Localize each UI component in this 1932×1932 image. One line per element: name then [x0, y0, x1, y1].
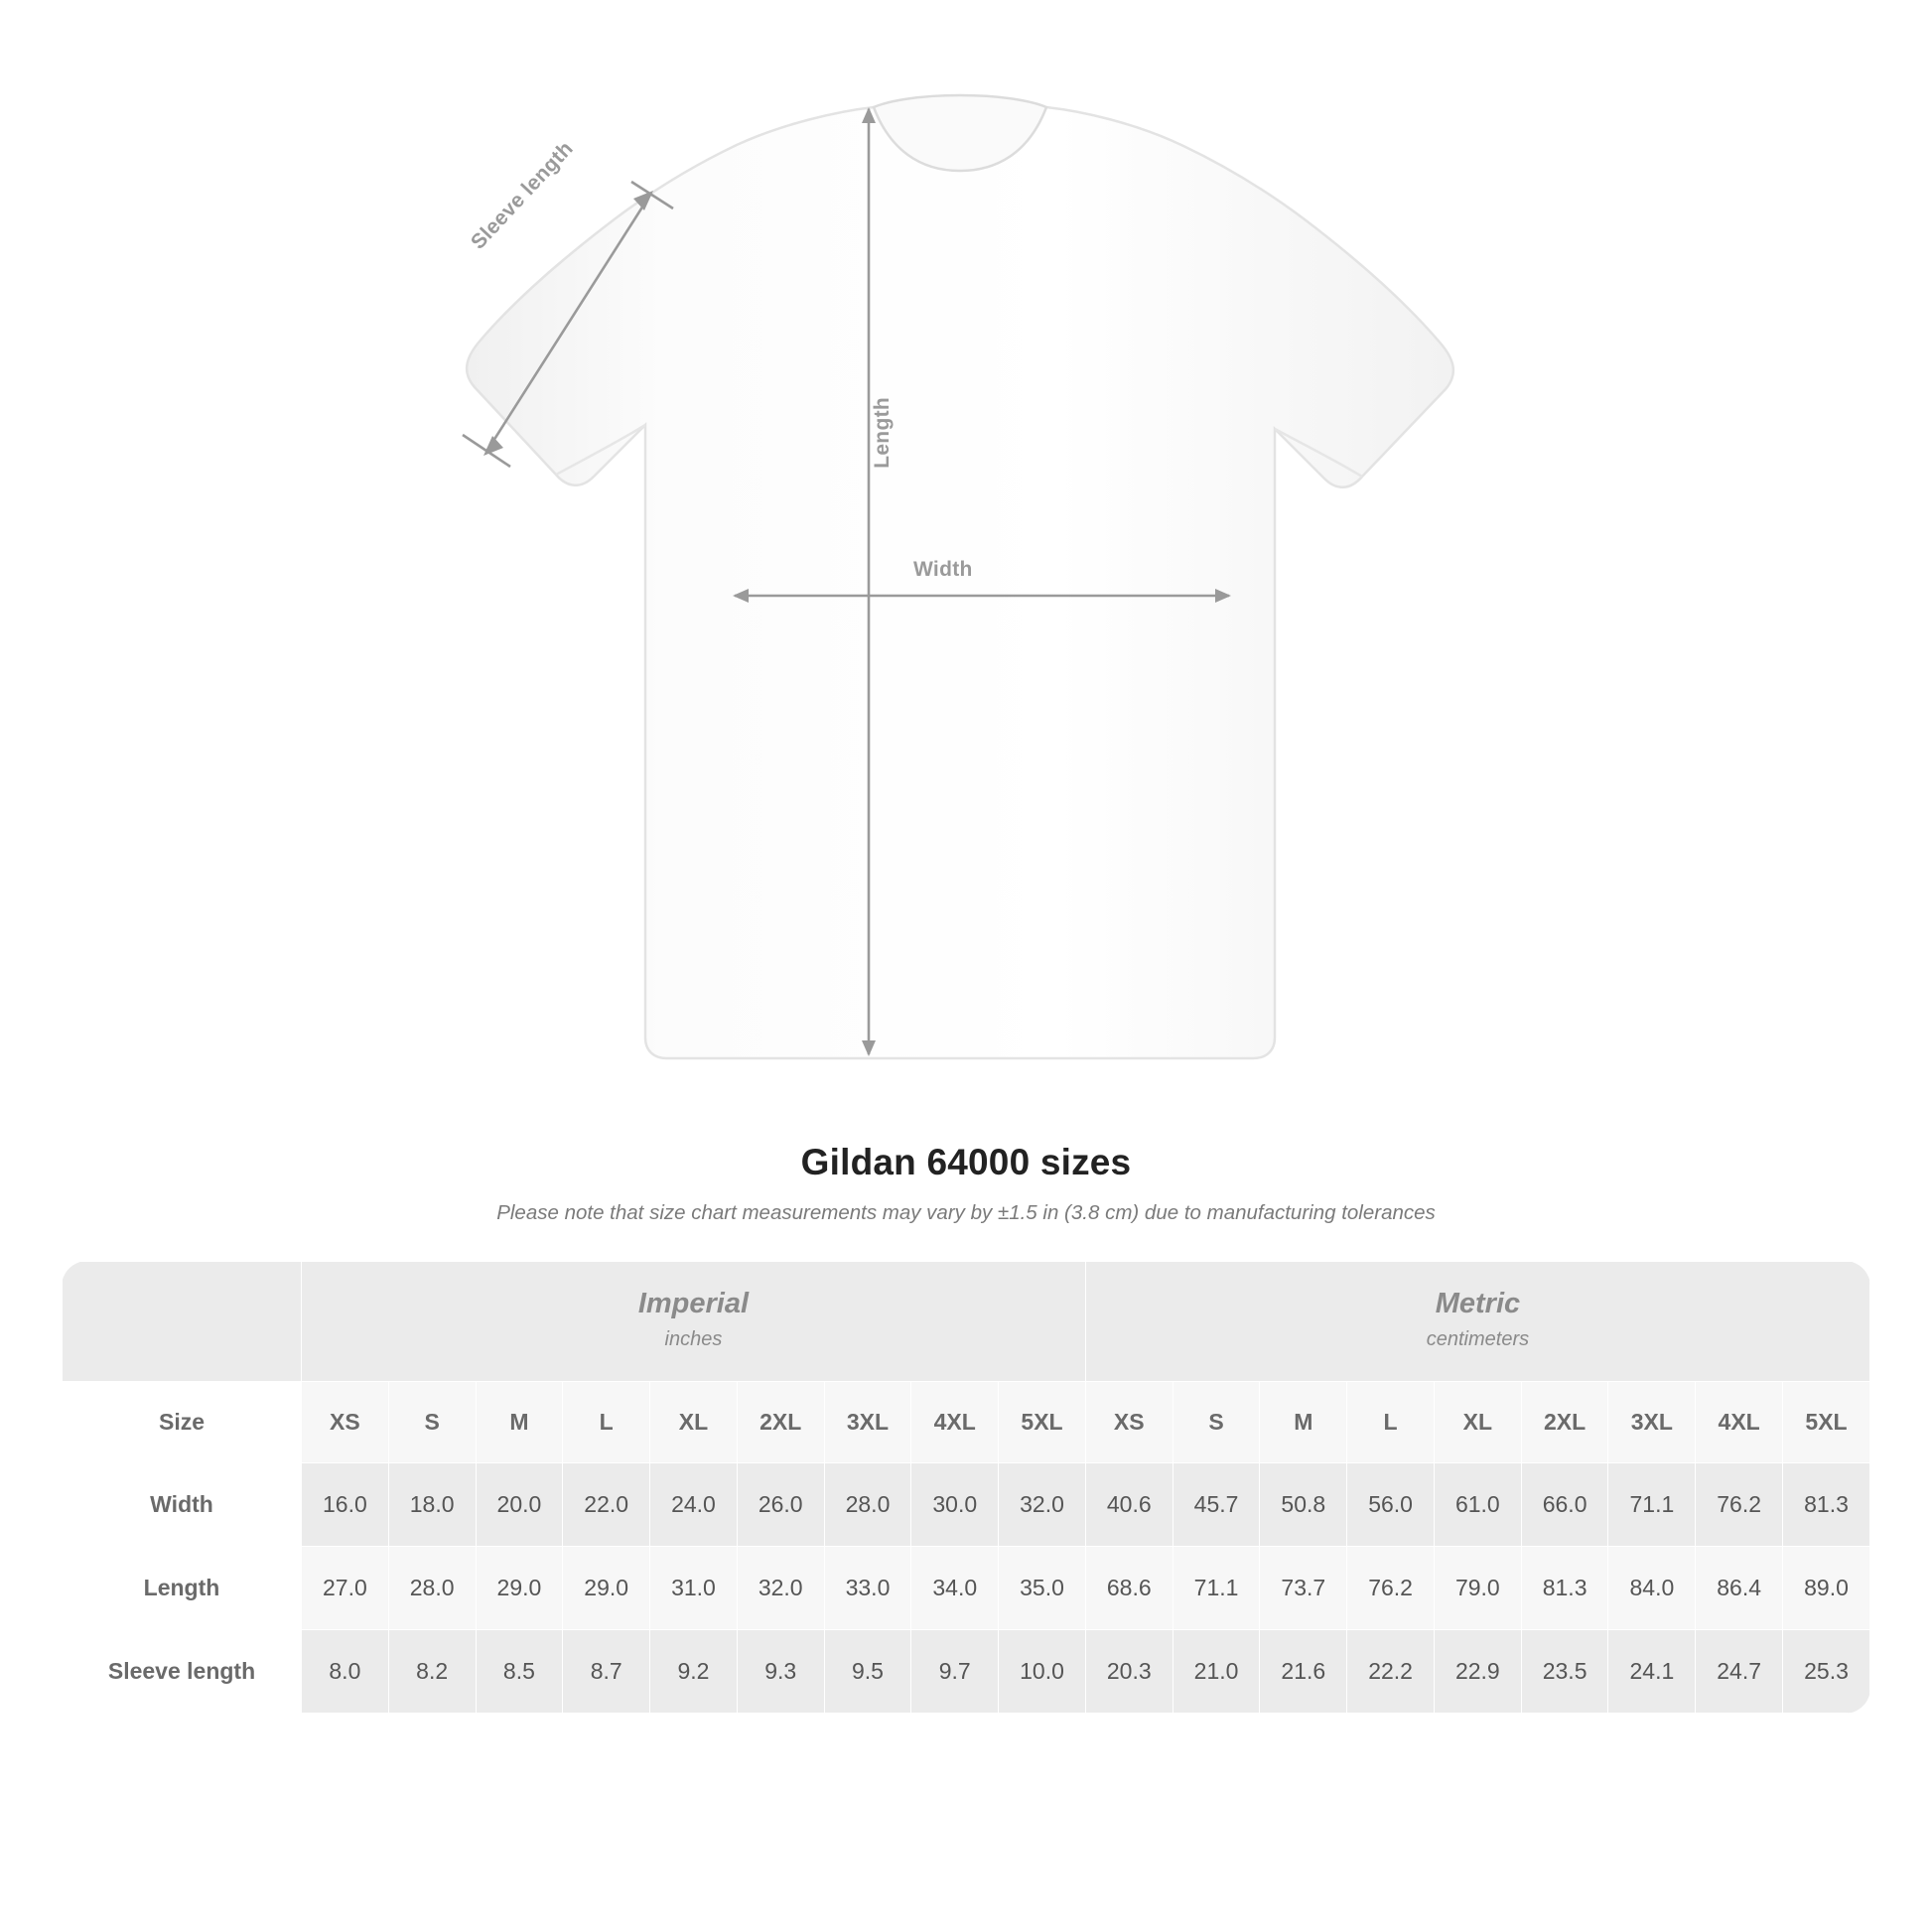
measurement-cell: 61.0 — [1434, 1463, 1521, 1547]
sleeve-length-label: Sleeve length — [467, 137, 578, 254]
measurement-cell: 8.2 — [388, 1630, 476, 1714]
size-header-cell: 5XL — [1783, 1382, 1870, 1463]
row-label: Length — [63, 1547, 302, 1630]
measurement-cell: 28.0 — [388, 1547, 476, 1630]
measurement-cell: 24.0 — [650, 1463, 738, 1547]
measurement-cell: 22.2 — [1347, 1630, 1435, 1714]
unit-header-imperial — [302, 1262, 1086, 1382]
unit-header-row — [63, 1262, 1870, 1382]
measurement-cell: 20.0 — [476, 1463, 563, 1547]
measurement-cell: 81.3 — [1783, 1463, 1870, 1547]
measurement-cell: 20.3 — [1085, 1630, 1173, 1714]
size-header-cell: S — [1173, 1382, 1260, 1463]
measurement-cell: 25.3 — [1783, 1630, 1870, 1714]
measurement-cell: 9.2 — [650, 1630, 738, 1714]
size-header-cell: 5XL — [999, 1382, 1086, 1463]
measurement-cell: 28.0 — [824, 1463, 911, 1547]
measurement-cell: 22.0 — [563, 1463, 650, 1547]
measurement-cell: 21.6 — [1260, 1630, 1347, 1714]
page-title: Gildan 64000 sizes — [800, 1142, 1132, 1182]
measurement-cell: 89.0 — [1783, 1547, 1870, 1630]
row-label: Width — [63, 1463, 302, 1547]
size-header-cell: XS — [302, 1382, 389, 1463]
measurement-cell: 9.5 — [824, 1630, 911, 1714]
size-table — [62, 1261, 1870, 1714]
measurement-cell: 23.5 — [1521, 1630, 1608, 1714]
measurement-cell: 21.0 — [1173, 1630, 1260, 1714]
measurement-cell: 76.2 — [1696, 1463, 1783, 1547]
measurement-cell: 35.0 — [999, 1547, 1086, 1630]
measurement-cell: 18.0 — [388, 1463, 476, 1547]
length-label: Length — [871, 397, 894, 469]
measurement-cell: 76.2 — [1347, 1547, 1435, 1630]
measurement-cell: 33.0 — [824, 1547, 911, 1630]
measurement-cell: 86.4 — [1696, 1547, 1783, 1630]
size-header-row — [63, 1382, 1870, 1463]
measurement-cell: 56.0 — [1347, 1463, 1435, 1547]
title-block — [0, 1142, 1932, 1225]
measurement-cell: 26.0 — [737, 1463, 824, 1547]
measurement-cell: 29.0 — [563, 1547, 650, 1630]
size-header-cell: 3XL — [1608, 1382, 1696, 1463]
unit-row-spacer — [63, 1262, 302, 1382]
size-header-cell: L — [1347, 1382, 1435, 1463]
tolerance-note: Please note that size chart measurements may vary by ±1.5 in (3.8 cm) due to manufacturing tolerances — [496, 1201, 1436, 1224]
measurement-cell: 24.7 — [1696, 1630, 1783, 1714]
measurement-cell: 68.6 — [1085, 1547, 1173, 1630]
unit-subtitle: centimeters — [1426, 1328, 1530, 1350]
measurement-cell: 8.0 — [302, 1630, 389, 1714]
measurement-cell: 32.0 — [737, 1547, 824, 1630]
size-header-cell: 4XL — [1696, 1382, 1783, 1463]
measurement-cell: 8.7 — [563, 1630, 650, 1714]
measurement-cell: 34.0 — [911, 1547, 999, 1630]
table-row — [63, 1547, 1870, 1630]
size-header-cell: S — [388, 1382, 476, 1463]
unit-header-metric — [1085, 1262, 1869, 1382]
measurement-cell: 81.3 — [1521, 1547, 1608, 1630]
unit-name: Metric — [1435, 1288, 1521, 1319]
measurement-cell: 9.7 — [911, 1630, 999, 1714]
measurement-cell: 31.0 — [650, 1547, 738, 1630]
unit-subtitle: inches — [664, 1328, 723, 1350]
measurement-cell: 10.0 — [999, 1630, 1086, 1714]
measurement-cell: 71.1 — [1173, 1547, 1260, 1630]
measurement-cell: 73.7 — [1260, 1547, 1347, 1630]
measurement-cell: 32.0 — [999, 1463, 1086, 1547]
size-header-cell: M — [476, 1382, 563, 1463]
size-header-cell: M — [1260, 1382, 1347, 1463]
row-label: Sleeve length — [63, 1630, 302, 1714]
size-header-cell: XS — [1085, 1382, 1173, 1463]
measurement-cell: 22.9 — [1434, 1630, 1521, 1714]
measurement-cell: 24.1 — [1608, 1630, 1696, 1714]
size-header-cell: 2XL — [737, 1382, 824, 1463]
unit-name: Imperial — [637, 1288, 750, 1319]
size-header-cell: 3XL — [824, 1382, 911, 1463]
size-table-wrapper — [62, 1261, 1870, 1714]
measurement-cell: 84.0 — [1608, 1547, 1696, 1630]
size-header-cell: 4XL — [911, 1382, 999, 1463]
size-header-cell: 2XL — [1521, 1382, 1608, 1463]
measurement-cell: 16.0 — [302, 1463, 389, 1547]
measurement-cell: 71.1 — [1608, 1463, 1696, 1547]
size-header-cell: XL — [1434, 1382, 1521, 1463]
width-label: Width — [913, 558, 973, 581]
measurement-cell: 79.0 — [1434, 1547, 1521, 1630]
table-row — [63, 1630, 1870, 1714]
measurement-cell: 66.0 — [1521, 1463, 1608, 1547]
measurement-cell: 40.6 — [1085, 1463, 1173, 1547]
size-header-cell: L — [563, 1382, 650, 1463]
measurement-cell: 27.0 — [302, 1547, 389, 1630]
size-header-cell: XL — [650, 1382, 738, 1463]
size-column-label: Size — [63, 1382, 302, 1463]
measurement-cell: 29.0 — [476, 1547, 563, 1630]
measurement-cell: 8.5 — [476, 1630, 563, 1714]
table-row — [63, 1463, 1870, 1547]
measurement-cell: 45.7 — [1173, 1463, 1260, 1547]
measurement-cell: 9.3 — [737, 1630, 824, 1714]
measurement-cell: 30.0 — [911, 1463, 999, 1547]
measurement-cell: 50.8 — [1260, 1463, 1347, 1547]
